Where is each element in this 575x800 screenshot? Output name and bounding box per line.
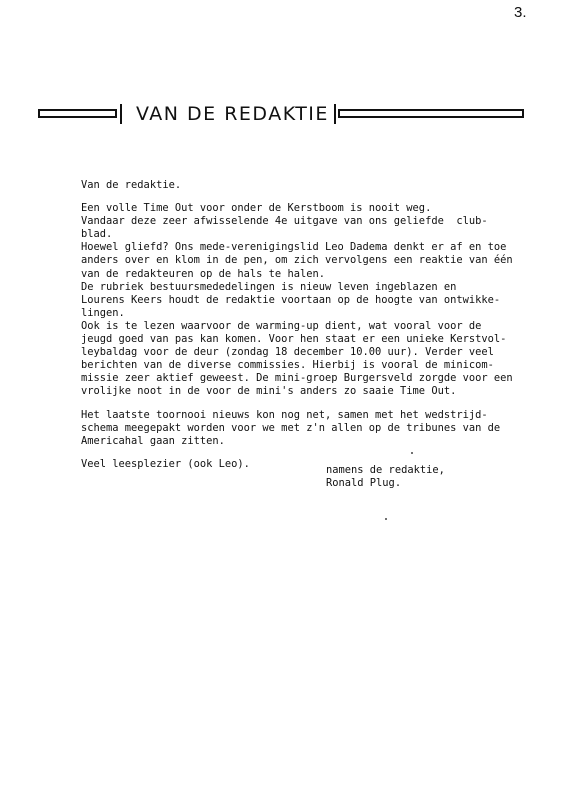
text-line: Van de redaktie.: [81, 179, 182, 191]
text-line: jeugd goed van pas kan komen. Voor hen staat er een unieke Kerstvol-: [81, 333, 507, 346]
text-line: blad.: [81, 228, 113, 241]
text-line: Hoewel gliefd? Ons mede-verenigingslid Leo Dadema denkt er af en toe: [81, 241, 507, 254]
page-number: 3.: [514, 4, 527, 21]
signature-closing: namens de redaktie,: [326, 464, 445, 476]
text-line: berichten van de diverse commissies. Hierbij is vooral de minicom-: [81, 359, 494, 372]
text-line: lingen.: [81, 306, 125, 319]
text-line: Een volle Time Out voor onder de Kerstboom is nooit weg.: [81, 202, 432, 215]
header-right-frame: [338, 109, 524, 118]
letter-body: [81, 179, 521, 471]
header-title: VAN DE REDAKTIE: [136, 103, 329, 125]
text-line: missie zeer aktief geweest. De mini-groep Burgersveld zorgde voor een: [81, 372, 513, 385]
paragraph-gap: [81, 399, 521, 409]
header-left-frame: [38, 109, 117, 118]
paper-speck: [385, 518, 387, 520]
text-line: leybaldag voor de deur (zondag 18 december 10.00 uur). Verder veel: [81, 346, 494, 359]
paragraph-gap: [81, 448, 521, 458]
signature-name: Ronald Plug.: [326, 477, 402, 490]
text-line: anders over en klom in de pen, om zich vervolgens een reaktie van één: [81, 254, 513, 267]
signature-block: [326, 464, 445, 490]
text-line: Americahal gaan zitten.: [81, 434, 225, 447]
section-header: [38, 100, 524, 128]
text-line: Lourens Keers houdt de redaktie voortaan op de hoogte van ontwikke-: [81, 293, 501, 306]
text-line: vrolijke noot in de voor de mini's anders zo saaie Time Out.: [81, 385, 457, 398]
header-left-bracket: [120, 104, 122, 124]
text-line: De rubriek bestuursmededelingen is nieuw leven ingeblazen en: [81, 280, 457, 293]
text-line: Vandaar deze zeer afwisselende 4e uitgave van ons geliefde club-: [81, 215, 488, 228]
paper-speck: [411, 452, 413, 454]
text-line: Ook is te lezen waarvoor de warming-up dient, wat vooral voor de: [81, 319, 482, 332]
header-right-bracket: [334, 104, 336, 124]
text-line: Het laatste toornooi nieuws kon nog net, samen met het wedstrijd-: [81, 408, 488, 421]
text-line: Veel leesplezier (ook Leo).: [81, 457, 250, 470]
text-line: schema meegepakt worden voor we met z'n allen op de tribunes van de: [81, 421, 501, 434]
paragraph-gap: [81, 192, 521, 202]
text-line: van de redakteuren op de hals te halen.: [81, 267, 325, 280]
